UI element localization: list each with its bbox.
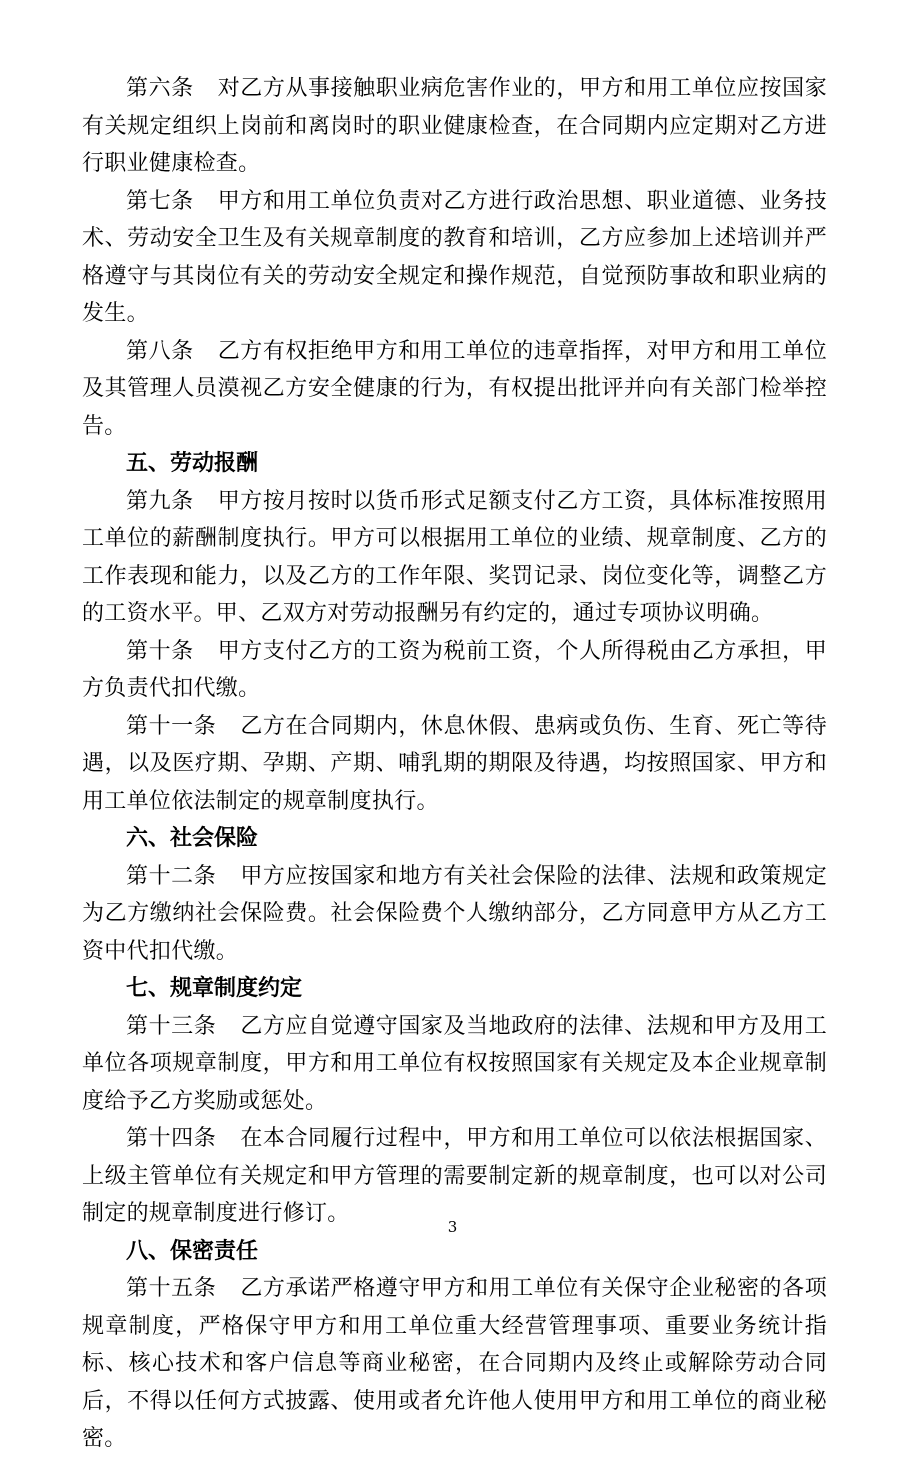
article-number: 第十五条 (126, 1276, 217, 1301)
article-number: 第十一条 (126, 713, 217, 739)
section-heading-social-insurance: 六、社会保险 (126, 826, 259, 851)
article-text: 乙方应自觉遵守国家及当地政府的法律、法规和甲方及用工单位各项规章制度，甲方和用工单位有权按照国家有关规定及本企业规章制度给予乙方奖励或惩处。 (82, 1013, 827, 1114)
article-13 (82, 1008, 827, 1121)
article-number: 第九条 (126, 488, 194, 514)
page-number: 3 (447, 1218, 458, 1236)
article-11 (82, 708, 827, 821)
article-12 (82, 858, 827, 971)
article-text: 在本合同履行过程中，甲方和用工单位可以依法根据国家、上级主管单位有关规定和甲方管理的需要制定新的规章制度，也可以对公司制定的规章制度进行修订。 (82, 1126, 827, 1226)
section-heading-labor-remuneration: 五、劳动报酬 (126, 451, 259, 476)
article-6 (82, 70, 827, 183)
article-text: 甲方支付乙方的工资为税前工资，个人所得税由乙方承担，甲方负责代扣代缴。 (82, 638, 827, 701)
article-text: 乙方在合同期内，休息休假、患病或负伤、生育、死亡等待遇，以及医疗期、孕期、产期、哺乳期的期限及待遇，均按照国家、甲方和用工单位依法制定的规章制度执行。 (82, 713, 827, 814)
article-14 (82, 1120, 827, 1233)
article-text: 甲方和用工单位负责对乙方进行政治思想、职业道德、业务技术、劳动安全卫生及有关规章制度的教育和培训，乙方应参加上述培训并严格遵守与其岗位有关的劳动安全规定和操作规范，自觉预防事故和职业病的发生。 (82, 188, 827, 326)
article-9 (82, 483, 827, 633)
document-body (82, 70, 827, 1458)
article-10 (82, 633, 827, 708)
section-heading-rules: 七、规章制度约定 (126, 976, 303, 1001)
article-number: 第十条 (126, 638, 194, 664)
article-number: 第八条 (126, 338, 194, 364)
article-text: 乙方有权拒绝甲方和用工单位的违章指挥，对甲方和用工单位及其管理人员漠视乙方安全健康的行为，有权提出批评并向有关部门检举控告。 (82, 338, 827, 439)
article-number: 第十四条 (126, 1126, 217, 1151)
article-8 (82, 333, 827, 446)
article-15 (82, 1270, 827, 1458)
article-text: 甲方应按国家和地方有关社会保险的法律、法规和政策规定为乙方缴纳社会保险费。社会保险费个人缴纳部分，乙方同意甲方从乙方工资中代扣代缴。 (82, 863, 827, 964)
article-text: 对乙方从事接触职业病危害作业的，甲方和用工单位应按国家有关规定组织上岗前和离岗时的职业健康检查，在合同期内应定期对乙方进行职业健康检查。 (82, 76, 827, 176)
article-text: 甲方按月按时以货币形式足额支付乙方工资，具体标准按照用工单位的薪酬制度执行。甲方可以根据用工单位的业绩、规章制度、乙方的工作表现和能力，以及乙方的工作年限、奖罚记录、岗位变化等，调整乙方的工资水平。甲、乙双方对劳动报酬另有约定的，通过专项协议明确。 (82, 488, 827, 626)
article-text: 乙方承诺严格遵守甲方和用工单位有关保守企业秘密的各项规章制度，严格保守甲方和用工单位重大经营管理事项、重要业务统计指标、核心技术和客户信息等商业秘密，在合同期内及终止或解除劳动合同后，不得以任何方式披露、使用或者允许他人使用甲方和用工单位的商业秘密。 (82, 1276, 827, 1451)
article-number: 第十三条 (126, 1013, 217, 1039)
article-7 (82, 183, 827, 333)
section-heading-confidentiality: 八、保密责任 (126, 1238, 259, 1264)
article-number: 第十二条 (126, 863, 217, 889)
article-number: 第六条 (126, 76, 194, 101)
article-number: 第七条 (126, 188, 194, 214)
